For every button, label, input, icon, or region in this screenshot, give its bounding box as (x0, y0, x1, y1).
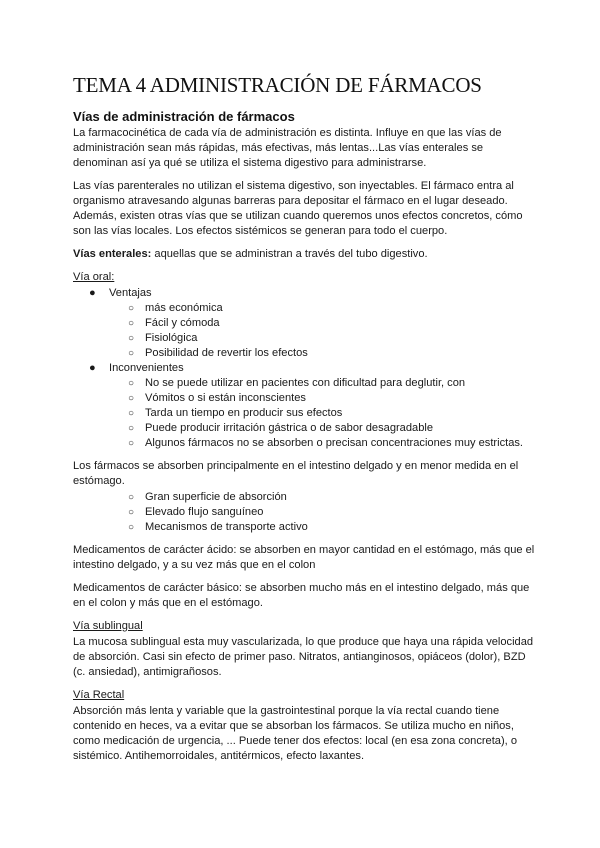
circle-bullet-icon: ○ (128, 333, 135, 344)
via-sublingual-heading: Vía sublingual (73, 620, 143, 632)
paragraph-farmacocinetica: La farmacocinética de cada vía de administración es distinta. Influye en que las vías de administración sean más rápidas, más efectivas, más lentas...Las vías enterales se denominan así ya qué se utiliza el sistema digestivo para administrarse. (73, 127, 502, 169)
enterales-label: Vías enterales: (73, 248, 152, 260)
list-item: ○ Tarda un tiempo en producir sus efectos (128, 407, 343, 419)
list-item: ○ Gran superficie de absorción (128, 491, 287, 503)
list-item: ○ Posibilidad de revertir los efectos (128, 347, 308, 359)
paragraph-rectal: Absorción más lenta y variable que la gastrointestinal porque la vía rectal cuando tiene contenido en heces, va a evitar que se absorban los fármacos. Se utiliza mucho en niños, como medicación de urgencia, ... Puede tener dos efectos: local (en esa zona concreta), o sistémico. Antihemorroidales, antitérmicos, efecto laxantes. (73, 705, 518, 762)
circle-bullet-icon: ○ (128, 492, 135, 503)
list-item: ○ más económica (128, 302, 223, 314)
section-heading: Vías de administración de fármacos (73, 109, 295, 124)
paragraph-enterales (73, 247, 540, 262)
list-item-ventajas (73, 286, 540, 361)
absorcion-list (73, 490, 540, 535)
circle-bullet-icon: ○ (128, 507, 135, 518)
list-item: ○ Fácil y cómoda (128, 317, 220, 329)
list-item: ○ Puede producir irritación gástrica o de sabor desagradable (128, 422, 433, 434)
list-item: ○ Elevado flujo sanguíneo (128, 506, 264, 518)
circle-bullet-icon: ○ (128, 423, 135, 434)
circle-bullet-icon: ○ (128, 348, 135, 359)
list-item: ○ Algunos fármacos no se absorben o precisan concentraciones muy estrictas. (128, 437, 524, 449)
circle-bullet-icon: ○ (128, 318, 135, 329)
ventajas-label: Ventajas (109, 287, 152, 299)
circle-bullet-icon: ○ (128, 408, 135, 419)
via-rectal-heading: Vía Rectal (73, 689, 125, 701)
circle-bullet-icon: ○ (128, 393, 135, 404)
paragraph-parenterales: Las vías parenterales no utilizan el sistema digestivo, son inyectables. El fármaco entra al organismo atravesando algunas barreras para depositar el fármaco en el lugar deseado. Además, existen otras vías que se utilizan cuando queremos unos efectos concretos, cómo son las vías locales. Los efectos sistémicos se generan para todo el cuerpo. (73, 180, 523, 237)
via-oral-heading: Vía oral: (73, 271, 115, 283)
list-item: ○ Mecanismos de transporte activo (128, 521, 308, 533)
list-item-inconvenientes (73, 361, 540, 451)
inconvenientes-list (73, 376, 540, 451)
circle-bullet-icon: ○ (128, 522, 135, 533)
bullet-icon: ● (89, 287, 96, 299)
paragraph-sublingual: La mucosa sublingual esta muy vascularizada, lo que produce que haya una rápida velocidad de absorción. Casi sin efecto de primer paso. Nitratos, antianginosos, opiáceos (dolor), BZD (c. ansiedad), antimigrañosos. (73, 636, 534, 678)
inconvenientes-label: Inconvenientes (109, 362, 184, 374)
list-item: ○ No se puede utilizar en pacientes con dificultad para deglutir, con (128, 377, 466, 389)
paragraph-acido: Medicamentos de carácter ácido: se absorben en mayor cantidad en el estómago, más que el intestino delgado, y a su vez más que en el colon (73, 544, 535, 571)
circle-bullet-icon: ○ (128, 303, 135, 314)
circle-bullet-icon: ○ (128, 438, 135, 449)
circle-bullet-icon: ○ (128, 378, 135, 389)
paragraph-absorcion: Los fármacos se absorben principalmente en el intestino delgado y en menor medida en el estómago. (73, 460, 519, 487)
bullet-icon: ● (89, 362, 96, 374)
list-item: ○ Vómitos o si están inconscientes (128, 392, 306, 404)
enterales-text: aquellas que se administran a través del tubo digestivo. (151, 248, 428, 260)
ventajas-list (73, 301, 540, 361)
paragraph-basico: Medicamentos de carácter básico: se absorben mucho más en el intestino delgado, más que en el colon y más que en el estómago. (73, 582, 530, 609)
list-item: ○ Fisiológica (128, 332, 198, 344)
document-title: TEMA 4 ADMINISTRACIÓN DE FÁRMACOS (73, 73, 482, 97)
via-oral-list (73, 286, 540, 451)
